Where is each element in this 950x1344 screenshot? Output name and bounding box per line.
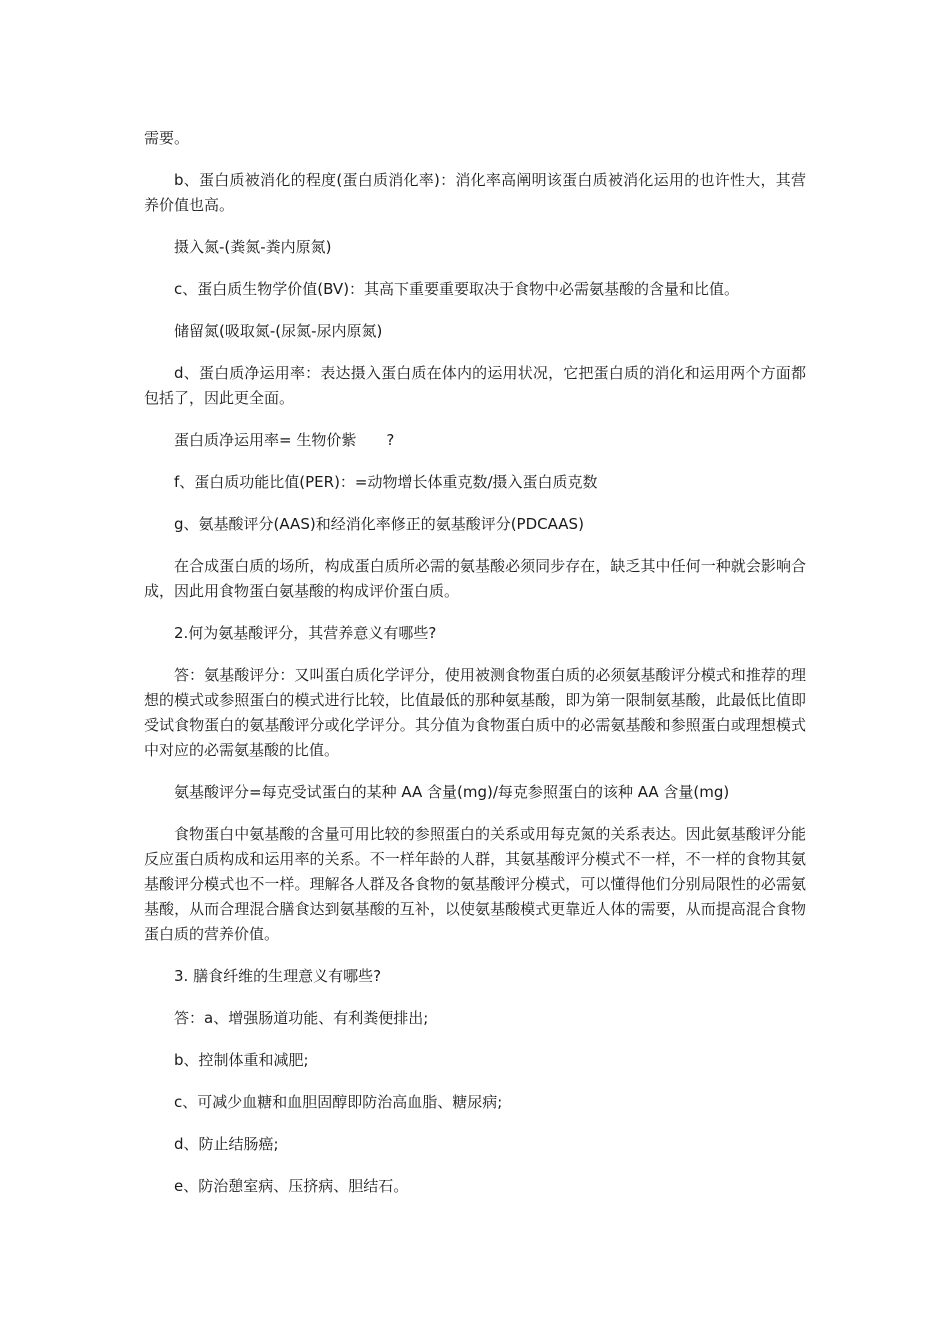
question-2-heading: 2.何为氨基酸评分，其营养意义有哪些? <box>174 624 437 642</box>
formula-net-utilization: 蛋白质净运用率= 生物价紫 ? <box>174 431 395 449</box>
answer-3-item-d: d、防止结肠癌; <box>174 1135 279 1153</box>
paragraph-net-utilization: d、蛋白质净运用率：表达摄入蛋白质在体内的运用状况，它把蛋白质的消化和运用两个方面都包括了，因此更全面。 <box>144 364 806 407</box>
paragraph-continuation: 需要。 <box>144 129 190 147</box>
answer-3-item-b: b、控制体重和减肥; <box>174 1051 309 1069</box>
answer-3-item-e: e、防治憩室病、压挤病、胆结石。 <box>174 1177 409 1195</box>
formula-retained-nitrogen: 储留氮(吸取氮-(尿氮-尿内原氮) <box>174 322 383 340</box>
answer-2-definition: 答：氨基酸评分：又叫蛋白质化学评分，使用被测食物蛋白质的必须氨基酸评分模式和推荐的理想的模式或参照蛋白的模式进行比较，比值最低的那种氨基酸，即为第一限制氨基酸，此最低比值即受试食物蛋白的氨基酸评分或化学评分。其分值为食物蛋白质中的必需氨基酸和参照蛋白或理想模式中对应的必需氨基酸的比值。 <box>144 666 806 759</box>
paragraph-synthesis: 在合成蛋白质的场所，构成蛋白质所必需的氨基酸必须同步存在，缺乏其中任何一种就会影响合成，因此用食物蛋白氨基酸的构成评价蛋白质。 <box>144 557 806 600</box>
document-page <box>144 126 806 1216</box>
answer-3-item-c: c、可减少血糖和血胆固醇即防治高血脂、糖尿病; <box>174 1093 503 1111</box>
paragraph-digestibility: b、蛋白质被消化的程度(蛋白质消化率)：消化率高阐明该蛋白质被消化运用的也许性大，其营养价值也高。 <box>144 171 806 214</box>
answer-2-significance: 食物蛋白中氨基酸的含量可用比较的参照蛋白的关系或用每克氮的关系表达。因此氨基酸评分能反应蛋白质构成和运用率的关系。不一样年龄的人群，其氨基酸评分模式不一样，不一样的食物其氨基酸评分模式也不一样。理解各人群及各食物的氨基酸评分模式，可以懂得他们分别局限性的必需氨基酸，从而合理混合膳食达到氨基酸的互补，以使氨基酸模式更靠近人体的需要，从而提高混合食物蛋白质的营养价值。 <box>144 825 806 943</box>
formula-intake-nitrogen: 摄入氮-(粪氮-粪内原氮) <box>174 238 332 256</box>
answer-3-item-a: 答：a、增强肠道功能、有利粪便排出; <box>174 1009 429 1027</box>
paragraph-per: f、蛋白质功能比值(PER)：=动物增长体重克数/摄入蛋白质克数 <box>174 473 598 491</box>
formula-amino-acid-score: 氨基酸评分=每克受试蛋白的某种 AA 含量(mg)/每克参照蛋白的该种 AA 含量(mg) <box>174 783 730 801</box>
question-3-heading: 3. 膳食纤维的生理意义有哪些? <box>174 967 382 985</box>
paragraph-biological-value: c、蛋白质生物学价值(BV)：其高下重要重要取决于食物中必需氨基酸的含量和比值。 <box>174 280 740 298</box>
paragraph-aas-pdcaas: g、氨基酸评分(AAS)和经消化率修正的氨基酸评分(PDCAAS) <box>174 515 584 533</box>
